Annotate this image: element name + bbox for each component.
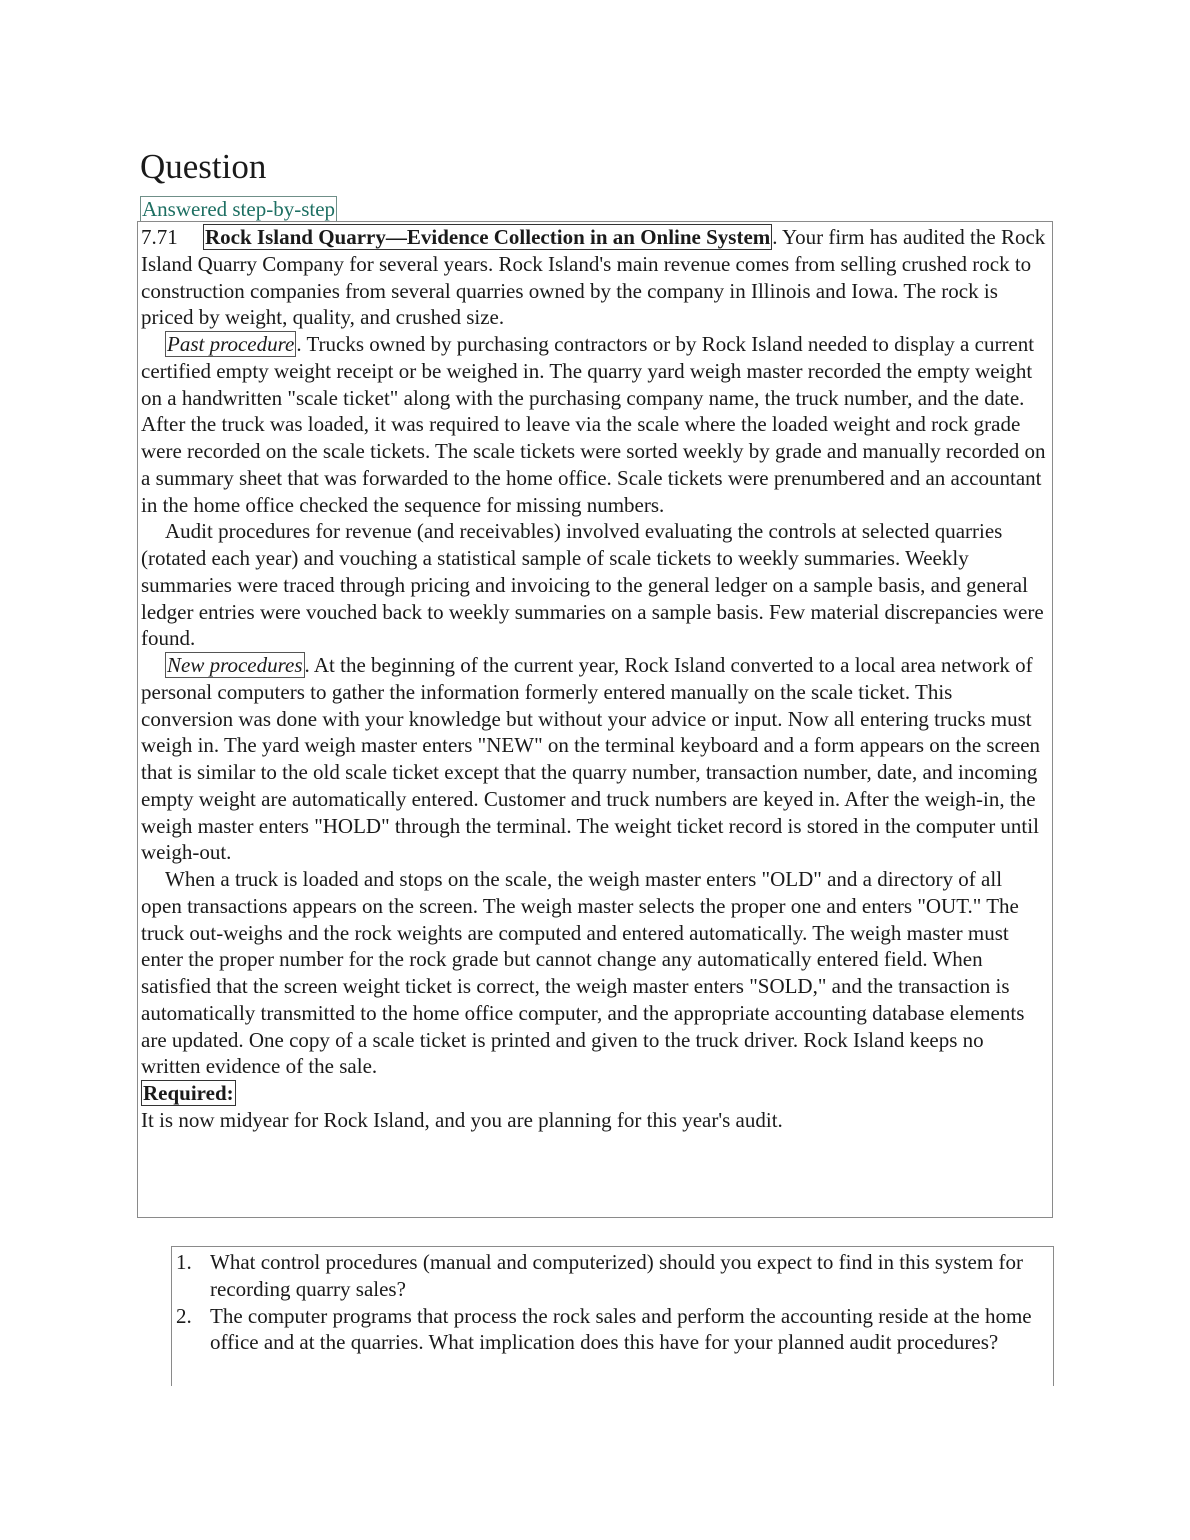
- list-item-number: 2.: [176, 1303, 192, 1328]
- sub-questions-box: [171, 1246, 1054, 1386]
- past-procedure-text: . Trucks owned by purchasing contractors or by Rock Island needed to display a current certified empty weight receipt or be weighed in. The quarry yard weigh master recorded the empty weight on a handwritten "scale ticket" along with the purchasing company name, the truck number, and the date. After the truck was loaded, it was required to leave via the scale where the loaded weight and rock grade were recorded on the scale tickets. The scale tickets were sorted weekly by grade and manually recorded on a summary sheet that was forwarded to the home office. Scale tickets were prenumbered and an accountant in the home office checked the sequence for missing numbers.: [141, 332, 1046, 517]
- truck-loaded-paragraph: When a truck is loaded and stops on the scale, the weigh master enters "OLD" and a directory of all open transactions appears on the screen. The weigh master selects the proper one and enters "OUT." The truck out-weighs and the rock weights are computed and entered automatically. The weigh master must enter the proper number for the rock grade but cannot change any automatically entered field. When satisfied that the screen weight ticket is correct, the weigh master enters "SOLD," and the transaction is automatically transmitted to the home office computer, and the appropriate accounting database elements are updated. One copy of a scale ticket is printed and given to the truck driver. Rock Island keeps no written evidence of the sale.: [141, 867, 1025, 1079]
- list-item-number: 1.: [176, 1250, 192, 1274]
- audit-procedures-paragraph: Audit procedures for revenue (and receivables) involved evaluating the controls at selected quarries (rotated each year) and vouching a statistical sample of scale tickets to weekly summaries. Weekly summaries were traced through pricing and invoicing to the general ledger on a sample basis, and general ledger entries were vouched back to weekly summaries on a sample basis. Few material discrepancies were found.: [141, 519, 1044, 651]
- question-text: [141, 224, 1047, 1134]
- required-text: It is now midyear for Rock Island, and you are planning for this year's audit.: [141, 1107, 783, 1132]
- new-procedures-paragraph: [141, 652, 1047, 866]
- page-title: Question: [140, 147, 267, 186]
- list-item-text: The computer programs that process the rock sales and perform the accounting reside at the home office and at the quarries. What implication does this have for your planned audit procedures?: [210, 1303, 1032, 1355]
- past-procedure-label: Past procedure: [167, 332, 295, 356]
- answered-badge: Answered step-by-step: [142, 197, 336, 221]
- new-procedures-label: New procedures: [167, 653, 303, 677]
- required-label: Required:: [143, 1081, 234, 1105]
- question-box: [137, 221, 1053, 1218]
- past-procedure-paragraph: [141, 331, 1047, 518]
- list-item: [176, 1303, 1036, 1357]
- list-item-text: What control procedures (manual and computerized) should you expect to find in this system for recording quarry sales?: [210, 1250, 1023, 1301]
- list-item: [176, 1249, 1036, 1303]
- required-heading: [141, 1080, 1047, 1107]
- problem-number: 7.71: [141, 225, 178, 249]
- sub-questions-list: [176, 1249, 1036, 1356]
- problem-title: Rock Island Quarry—Evidence Collection in an Online System: [205, 225, 771, 249]
- intro-text: . Your firm has audited the Rock Island Quarry Company for several years. Rock Island's main revenue comes from selling crushed rock to construction companies from several quarries owned by the company in Illinois and Iowa. The rock is priced by weight, quality, and crushed size.: [141, 225, 1046, 330]
- intro-paragraph: [141, 224, 1047, 331]
- new-procedures-text: . At the beginning of the current year, Rock Island converted to a local area network of personal computers to gather the information formerly entered manually on the scale ticket. This conversion was done with your knowledge but without your advice or input. Now all entering trucks must weigh in. The yard weigh master enters "NEW" on the terminal keyboard and a form appears on the screen that is similar to the old scale ticket except that the quarry number, transaction number, date, and incoming empty weight are automatically entered. Customer and truck numbers are keyed in. After the weigh-in, the weigh master enters "HOLD" through the terminal. The weight ticket record is stored in the computer until weigh-out.: [141, 653, 1041, 865]
